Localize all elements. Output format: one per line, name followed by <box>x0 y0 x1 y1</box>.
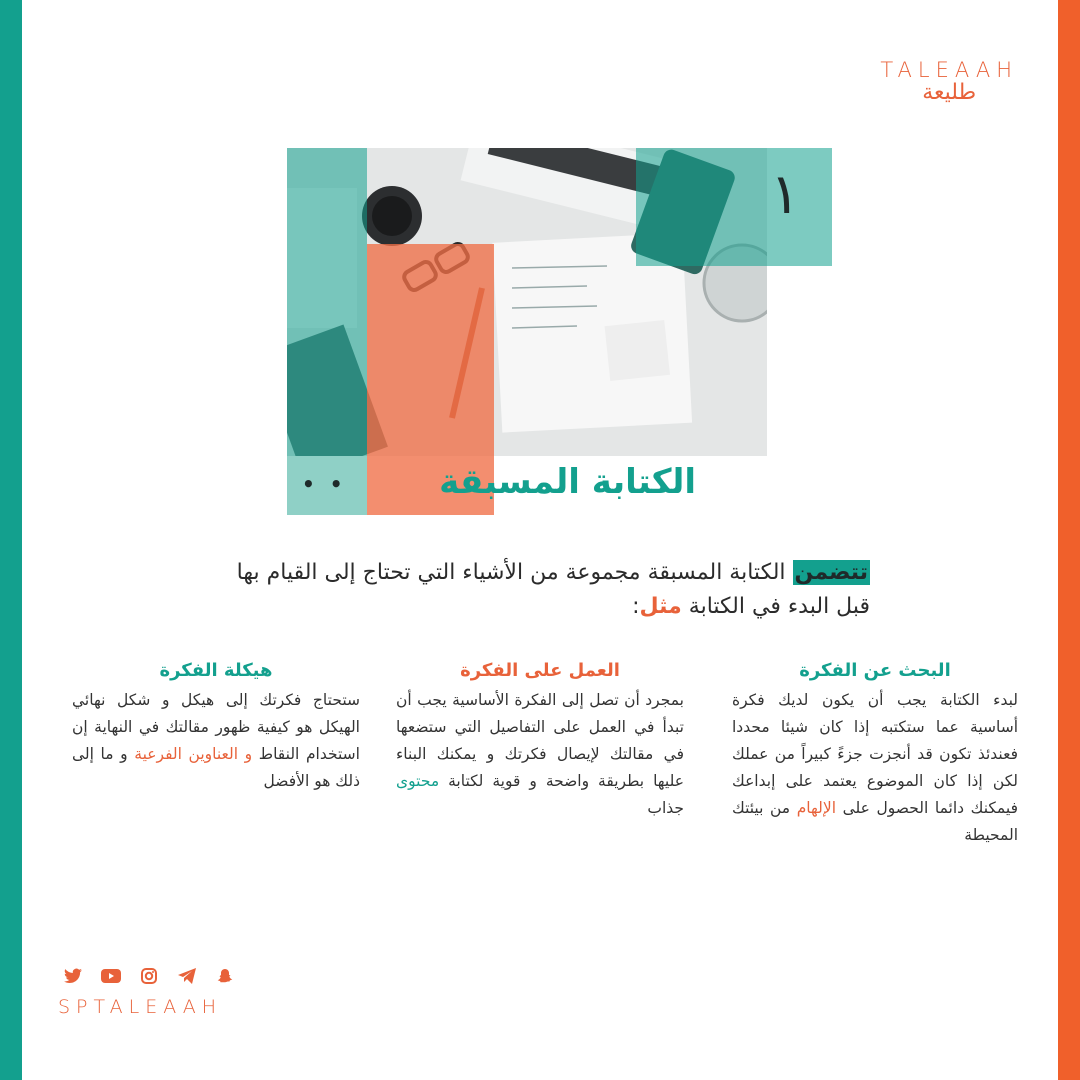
column-text-part: لبدء الكتابة يجب أن يكون لديك فكرة أساسية عما ستكتبه إذا كان شيئا محددا فعندئذ تكون قد أنجزت جزءً كبيراً من عملك لكن إذا كان الموضوع يعتمد على إبداعك فيمكنك دائما الحصول على <box>732 691 1018 817</box>
social-handle[interactable]: SPTALEAAH <box>58 996 223 1018</box>
intro-text: الكتابة المسبقة مجموعة من الأشياء التي تحتاج إلى القيام بها قبل البدء في الكتابة <box>236 560 870 619</box>
column-text-part: بمجرد أن تصل إلى الفكرة الأساسية يجب أن تبدأ في العمل على التفاصيل التي ستضعها في مقالتك لإيصال فكرتك و يمكنك البناء عليها بطريقة واضحة و قوية لكتابة <box>396 691 684 790</box>
intro-paragraph <box>210 556 870 624</box>
column-work-on-idea <box>396 660 684 822</box>
column-text <box>72 687 360 795</box>
column-research-idea <box>732 660 1018 849</box>
column-text-highlight: محتوى <box>396 772 440 790</box>
teal-overlay-top <box>636 148 832 266</box>
logo-text-en: TALEAAH <box>880 58 1018 82</box>
column-title: هيكلة الفكرة <box>159 660 273 681</box>
column-title: البحث عن الفكرة <box>799 660 951 681</box>
column-text <box>396 687 684 822</box>
column-text-part: ستحتاج فكرتك إلى هيكل و شكل نهائي الهيكل هو كيفية ظهور مقالتك في النهاية إن استخدام النقاط <box>72 691 360 763</box>
intro-highlight-word: تتضمن <box>794 560 868 585</box>
column-text-highlight: و العناوين الفرعية <box>134 745 253 763</box>
column-structure-idea <box>72 660 360 795</box>
snapchat-icon[interactable] <box>214 968 236 988</box>
telegram-icon[interactable] <box>176 968 198 988</box>
social-links <box>58 968 238 1018</box>
youtube-icon[interactable] <box>100 968 122 988</box>
teal-overlay-left <box>287 148 367 456</box>
logo-text-ar: طليعة <box>922 80 977 105</box>
left-accent-bar <box>0 0 22 1080</box>
brand-logo <box>880 58 1018 105</box>
column-text <box>732 687 1018 849</box>
column-text-part: جذاب <box>647 799 684 817</box>
column-text-highlight: الإلهام <box>796 799 837 817</box>
instagram-icon[interactable] <box>138 968 160 988</box>
intro-accent-word: مثل <box>639 594 682 619</box>
step-number: ١ <box>770 162 801 227</box>
right-accent-bar <box>1058 0 1080 1080</box>
column-text-part: و ما إلى ذلك هو الأفضل <box>72 745 360 790</box>
intro-colon: : <box>632 594 640 619</box>
decorative-dots: • • <box>302 472 347 496</box>
section-title: الكتابة المسبقة <box>439 462 696 502</box>
twitter-icon[interactable] <box>62 968 84 988</box>
column-text-part: من بيئتك المحيطة <box>732 799 1018 844</box>
column-title: العمل على الفكرة <box>460 660 620 681</box>
